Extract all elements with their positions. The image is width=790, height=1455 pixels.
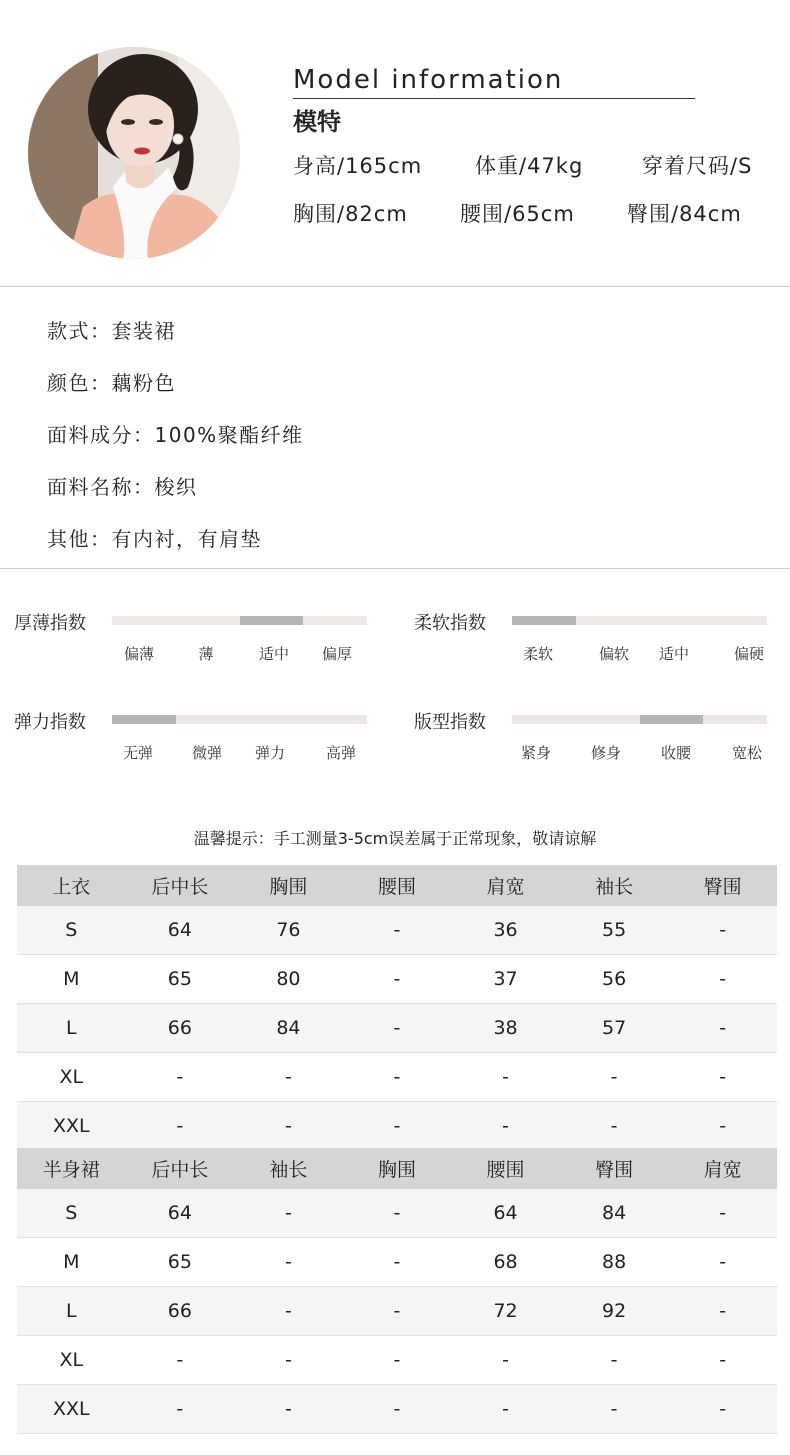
- table-cell: L: [17, 1004, 126, 1053]
- softness-option: 适中: [658, 645, 689, 663]
- table-cell: -: [343, 906, 452, 955]
- model-portrait-image: [28, 47, 240, 259]
- table-header-cell: 后中长: [126, 865, 235, 906]
- attr-fabric-composition: 面料成分：100%聚酯纤维: [47, 423, 304, 447]
- table-cell: -: [343, 1189, 452, 1238]
- table-header-cell: 臀围: [560, 1148, 669, 1189]
- softness-option: 偏硬: [733, 645, 764, 663]
- elasticity-option: 高弹: [325, 744, 356, 762]
- model-info-title-cn: 模特: [293, 108, 341, 136]
- table-cell: -: [234, 1287, 343, 1336]
- table-cell: XL: [17, 1336, 126, 1385]
- thickness-option: 薄: [198, 645, 214, 663]
- table-cell: -: [343, 1238, 452, 1287]
- table-cell: -: [343, 1287, 452, 1336]
- skirt-size-table: [17, 1148, 777, 1434]
- table-cell: -: [343, 1385, 452, 1434]
- softness-index-bar: [512, 616, 767, 625]
- table-header-cell: 肩宽: [668, 1148, 777, 1189]
- table-cell: -: [126, 1102, 235, 1151]
- table-row: [17, 1102, 777, 1151]
- table-row: [17, 906, 777, 955]
- table-row: [17, 1336, 777, 1385]
- table-row: [17, 1004, 777, 1053]
- table-cell: 56: [560, 955, 669, 1004]
- fit-option: 宽松: [731, 744, 762, 762]
- attr-style: 款式：套装裙: [47, 319, 176, 343]
- table-cell: 57: [560, 1004, 669, 1053]
- fit-option: 紧身: [520, 744, 551, 762]
- fit-option: 修身: [590, 744, 621, 762]
- table-header-cell: 臀围: [668, 865, 777, 906]
- elasticity-option: 弹力: [254, 744, 285, 762]
- table-cell: 66: [126, 1004, 235, 1053]
- table-cell: 38: [451, 1004, 560, 1053]
- table-cell: 36: [451, 906, 560, 955]
- elasticity-option: 无弹: [122, 744, 153, 762]
- thickness-index-label: 厚薄指数: [14, 613, 86, 634]
- table-cell: S: [17, 906, 126, 955]
- fit-index-fill: [640, 715, 704, 724]
- table-header-row: [17, 865, 777, 906]
- table-header-cell: 半身裙: [17, 1148, 126, 1189]
- table-row: [17, 1385, 777, 1434]
- table-cell: M: [17, 1238, 126, 1287]
- table-cell: -: [234, 1102, 343, 1151]
- model-height: 身高/165cm: [293, 154, 423, 178]
- section-divider: [0, 568, 790, 569]
- fit-index-label: 版型指数: [414, 712, 486, 733]
- elasticity-index-fill: [112, 715, 176, 724]
- table-cell: -: [451, 1336, 560, 1385]
- table-cell: XL: [17, 1053, 126, 1102]
- table-cell: -: [451, 1053, 560, 1102]
- model-info-title: Model information: [293, 64, 695, 99]
- table-header-cell: 腰围: [451, 1148, 560, 1189]
- table-cell: 72: [451, 1287, 560, 1336]
- model-hip: 臀围/84cm: [627, 202, 742, 226]
- table-cell: L: [17, 1287, 126, 1336]
- table-cell: XXL: [17, 1385, 126, 1434]
- model-size: 穿着尺码/S: [642, 154, 753, 178]
- thickness-index-bar: [112, 616, 367, 625]
- table-cell: -: [343, 1004, 452, 1053]
- softness-index-label: 柔软指数: [414, 613, 486, 634]
- model-weight: 体重/47kg: [475, 154, 584, 178]
- thickness-option: 适中: [258, 645, 289, 663]
- table-cell: 55: [560, 906, 669, 955]
- table-row: [17, 1189, 777, 1238]
- attr-color: 颜色：藕粉色: [47, 371, 176, 395]
- model-bust: 胸围/82cm: [293, 202, 408, 226]
- table-cell: -: [668, 1287, 777, 1336]
- table-header-cell: 袖长: [234, 1148, 343, 1189]
- attr-fabric-name: 面料名称：梭织: [47, 475, 198, 499]
- table-cell: 64: [126, 1189, 235, 1238]
- model-waist: 腰围/65cm: [460, 202, 575, 226]
- thickness-option: 偏厚: [321, 645, 352, 663]
- table-row: [17, 1053, 777, 1102]
- table-cell: -: [668, 955, 777, 1004]
- table-cell: -: [560, 1102, 669, 1151]
- table-cell: 64: [451, 1189, 560, 1238]
- table-cell: -: [451, 1102, 560, 1151]
- table-cell: -: [668, 1053, 777, 1102]
- table-cell: -: [668, 1189, 777, 1238]
- table-header-cell: 胸围: [343, 1148, 452, 1189]
- table-cell: -: [126, 1053, 235, 1102]
- table-row: [17, 1287, 777, 1336]
- table-cell: 64: [126, 906, 235, 955]
- table-cell: -: [560, 1336, 669, 1385]
- top-size-table: [17, 865, 777, 1151]
- table-cell: -: [668, 906, 777, 955]
- softness-option: 偏软: [598, 645, 629, 663]
- measurement-tip: 温馨提示：手工测量3-5cm误差属于正常现象，敬请谅解: [193, 829, 597, 848]
- table-header-cell: 肩宽: [451, 865, 560, 906]
- table-cell: -: [126, 1385, 235, 1434]
- table-header-cell: 后中长: [126, 1148, 235, 1189]
- table-cell: 88: [560, 1238, 669, 1287]
- table-cell: -: [343, 1053, 452, 1102]
- table-cell: M: [17, 955, 126, 1004]
- elasticity-index-label: 弹力指数: [14, 712, 86, 733]
- table-header-cell: 腰围: [343, 865, 452, 906]
- table-cell: -: [234, 1053, 343, 1102]
- table-header-cell: 袖长: [560, 865, 669, 906]
- softness-option: 柔软: [522, 645, 553, 663]
- table-cell: -: [451, 1385, 560, 1434]
- table-cell: -: [343, 1336, 452, 1385]
- table-cell: 84: [234, 1004, 343, 1053]
- table-cell: -: [560, 1385, 669, 1434]
- table-cell: -: [234, 1336, 343, 1385]
- table-header-cell: 上衣: [17, 865, 126, 906]
- table-header-cell: 胸围: [234, 865, 343, 906]
- table-cell: -: [560, 1053, 669, 1102]
- elasticity-index-bar: [112, 715, 367, 724]
- table-cell: 76: [234, 906, 343, 955]
- table-cell: 80: [234, 955, 343, 1004]
- table-cell: 65: [126, 955, 235, 1004]
- attr-other: 其他：有内衬，有肩垫: [47, 527, 262, 551]
- thickness-option: 偏薄: [123, 645, 154, 663]
- table-cell: 84: [560, 1189, 669, 1238]
- table-cell: -: [126, 1336, 235, 1385]
- table-cell: 37: [451, 955, 560, 1004]
- table-header-row: [17, 1148, 777, 1189]
- table-cell: -: [343, 955, 452, 1004]
- table-cell: 92: [560, 1287, 669, 1336]
- thickness-index-fill: [240, 616, 304, 625]
- table-cell: -: [668, 1102, 777, 1151]
- table-cell: -: [234, 1385, 343, 1434]
- table-cell: -: [668, 1238, 777, 1287]
- section-divider: [0, 286, 790, 287]
- table-cell: -: [234, 1238, 343, 1287]
- table-cell: -: [343, 1102, 452, 1151]
- table-cell: 65: [126, 1238, 235, 1287]
- table-row: [17, 1238, 777, 1287]
- table-cell: -: [668, 1336, 777, 1385]
- table-cell: -: [668, 1385, 777, 1434]
- table-cell: 66: [126, 1287, 235, 1336]
- table-cell: -: [234, 1189, 343, 1238]
- table-cell: -: [668, 1004, 777, 1053]
- model-photo: [28, 47, 240, 259]
- table-cell: 68: [451, 1238, 560, 1287]
- fit-option: 收腰: [660, 744, 691, 762]
- elasticity-option: 微弹: [191, 744, 222, 762]
- softness-index-fill: [512, 616, 576, 625]
- table-cell: S: [17, 1189, 126, 1238]
- table-cell: XXL: [17, 1102, 126, 1151]
- table-row: [17, 955, 777, 1004]
- fit-index-bar: [512, 715, 767, 724]
